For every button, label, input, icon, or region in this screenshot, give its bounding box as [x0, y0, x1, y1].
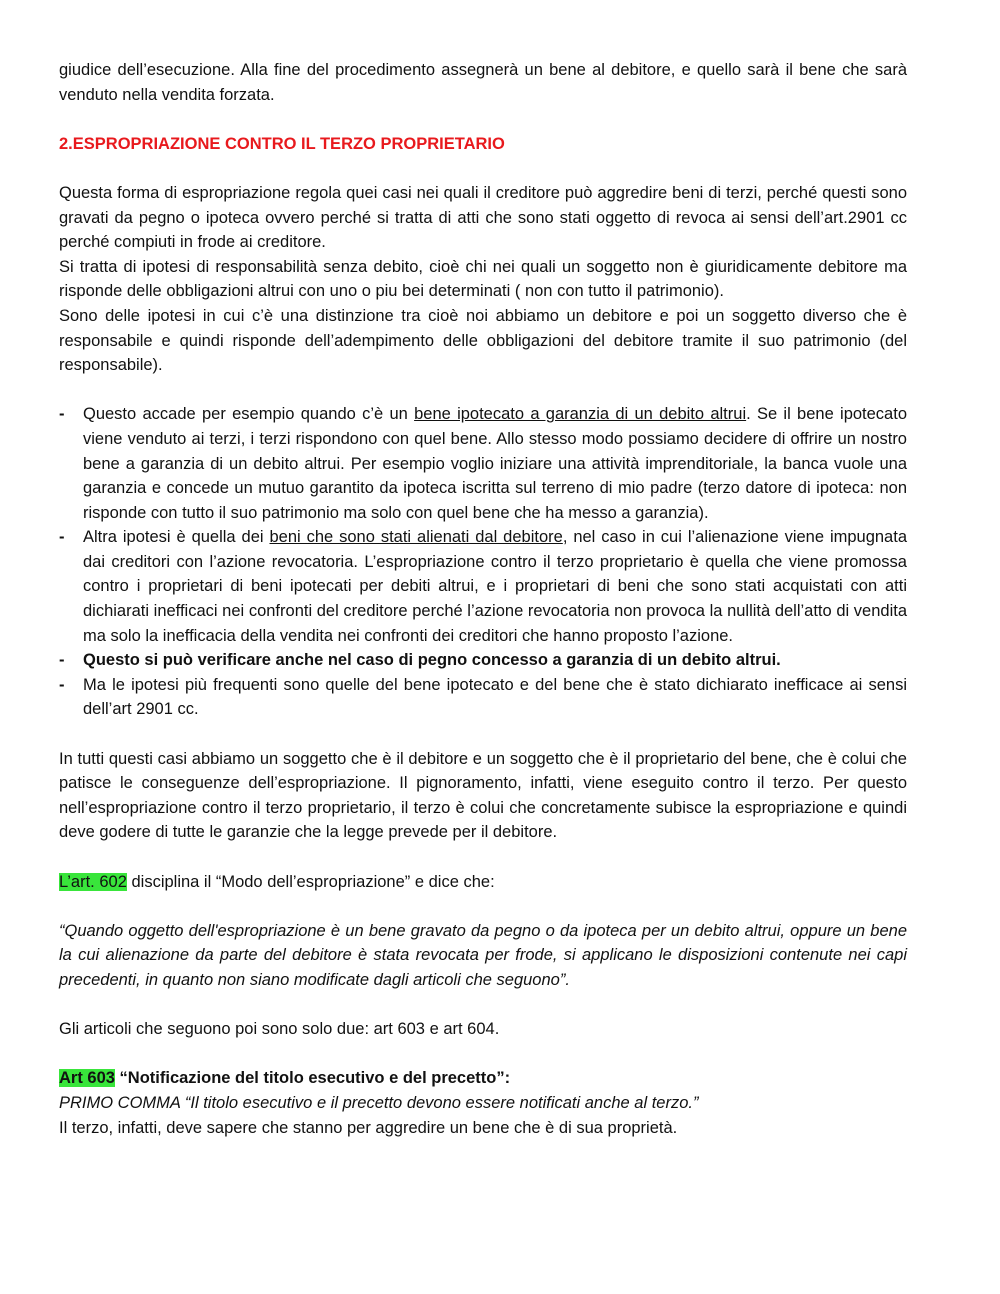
paragraph-2: Si tratta di ipotesi di responsabilità senza debito, cioè chi nei quali un soggetto non è giuridicamente debitore ma risponde delle obbligazioni altrui con uno o piu bei determinati ( non con tutto il patrimonio). — [59, 257, 907, 301]
art-603-heading: Art 603 “Notificazione del titolo esecutivo e del precetto”: — [59, 1069, 511, 1088]
bullet-item: - Altra ipotesi è quella dei beni che sono stati alienati dal debitore, nel caso in cui l’alienazione viene impugnata dai creditori con l’azione revocatoria. L’espropriazione contro il terzo proprietario è quella che viene promossa contro i proprietari di beni ipotecati per debiti altrui, e i proprietari di beni che sono stati acquistati con atti dichiarati inefficaci nei confronti del creditore perché l’azione revocatoria non provoca la nullità dell’atto di vendita ma solo la inefficacia della vendita nei confronti dei creditori che hanno proposto l’azione. — [59, 525, 907, 648]
document-page — [59, 58, 907, 1140]
highlight-art-602: L’art. 602 — [59, 872, 127, 891]
art-602-line: L’art. 602 disciplina il “Modo dell’espropriazione” e dice che: — [59, 872, 495, 891]
bullet-item: - Questo accade per esempio quando c’è un bene ipotecato a garanzia di un debito altrui. Se il bene ipotecato viene venduto ai terzi, i terzi rispondono con quel bene. Allo stesso modo possiamo decidere di offrire un nostro bene a garanzia di un debito altrui. Per esempio voglio iniziare una attività imprenditoriale, la banca vuole una garanzia e concede un mutuo garantito da ipoteca iscritta sul terreno di mio padre (terzo datore di ipoteca: non risponde con tutto il suo patrimonio ma solo con quel bene che ha messo a garanzia). — [59, 402, 907, 525]
art-603-note: Il terzo, infatti, deve sapere che stanno per aggredire un bene che è di sua proprietà. — [59, 1118, 678, 1137]
primo-comma: PRIMO COMMA “Il titolo esecutivo e il precetto devono essere notificati anche al terzo.” — [59, 1093, 699, 1112]
bullet-list — [59, 402, 907, 722]
underlined-phrase: beni che sono stati alienati dal debitore — [269, 528, 563, 547]
bullet-item: - Ma le ipotesi più frequenti sono quelle del bene ipotecato e del bene che è stato dichiarato inefficace ai sensi dell’art 2901 cc. — [59, 673, 907, 722]
paragraph-1: Questa forma di espropriazione regola quei casi nei quali il creditore può aggredire beni di terzi, perché questi sono gravati da pegno o ipoteca ovvero perché si tratta di atti che sono stati oggetto di revoca ai sensi dell’art.2901 cc perché compiuti in frode ai creditore. — [59, 183, 907, 252]
highlight-art-603: Art 603 — [59, 1069, 115, 1088]
section-heading: 2.ESPROPRIAZIONE CONTRO IL TERZO PROPRIETARIO — [59, 134, 505, 153]
underlined-phrase: bene ipotecato a garanzia di un debito altrui — [414, 405, 747, 424]
intro-paragraph: giudice dell’esecuzione. Alla fine del procedimento assegnerà un bene al debitore, e quello sarà il bene che sarà venduto nella vendita forzata. — [59, 61, 907, 104]
bullet-item-bold: - Questo si può verificare anche nel caso di pegno concesso a garanzia di un debito altrui. — [59, 648, 907, 673]
paragraph-4: In tutti questi casi abbiamo un soggetto che è il debitore e un soggetto che è il proprietario del bene, che è colui che patisce le conseguenze dell’espropriazione. Il pignoramento, infatti, viene eseguito contro il terzo. Per questo nell’espropriazione contro il terzo proprietario, il terzo è colui che concretamente subisce la espropriazione e quindi deve godere di tutte le garanzie che la legge prevede per il debitore. — [59, 749, 907, 842]
paragraph-5: Gli articoli che seguono poi sono solo due: art 603 e art 604. — [59, 1020, 500, 1039]
quote-paragraph: “Quando oggetto dell'espropriazione è un bene gravato da pegno o da ipoteca per un debito altrui, oppure un bene la cui alienazione da parte del debitore è stata revocata per frode, si applicano le disposizioni contenute nei capi precedenti, in quanto non siano modificate dagli articoli che seguono”. — [59, 921, 907, 989]
paragraph-3: Sono delle ipotesi in cui c’è una distinzione tra cioè noi abbiamo un debitore e poi un soggetto diverso che è responsabile e quindi risponde dell’adempimento delle obbligazioni del debitore tramite il suo patrimonio (del responsabile). — [59, 306, 907, 375]
